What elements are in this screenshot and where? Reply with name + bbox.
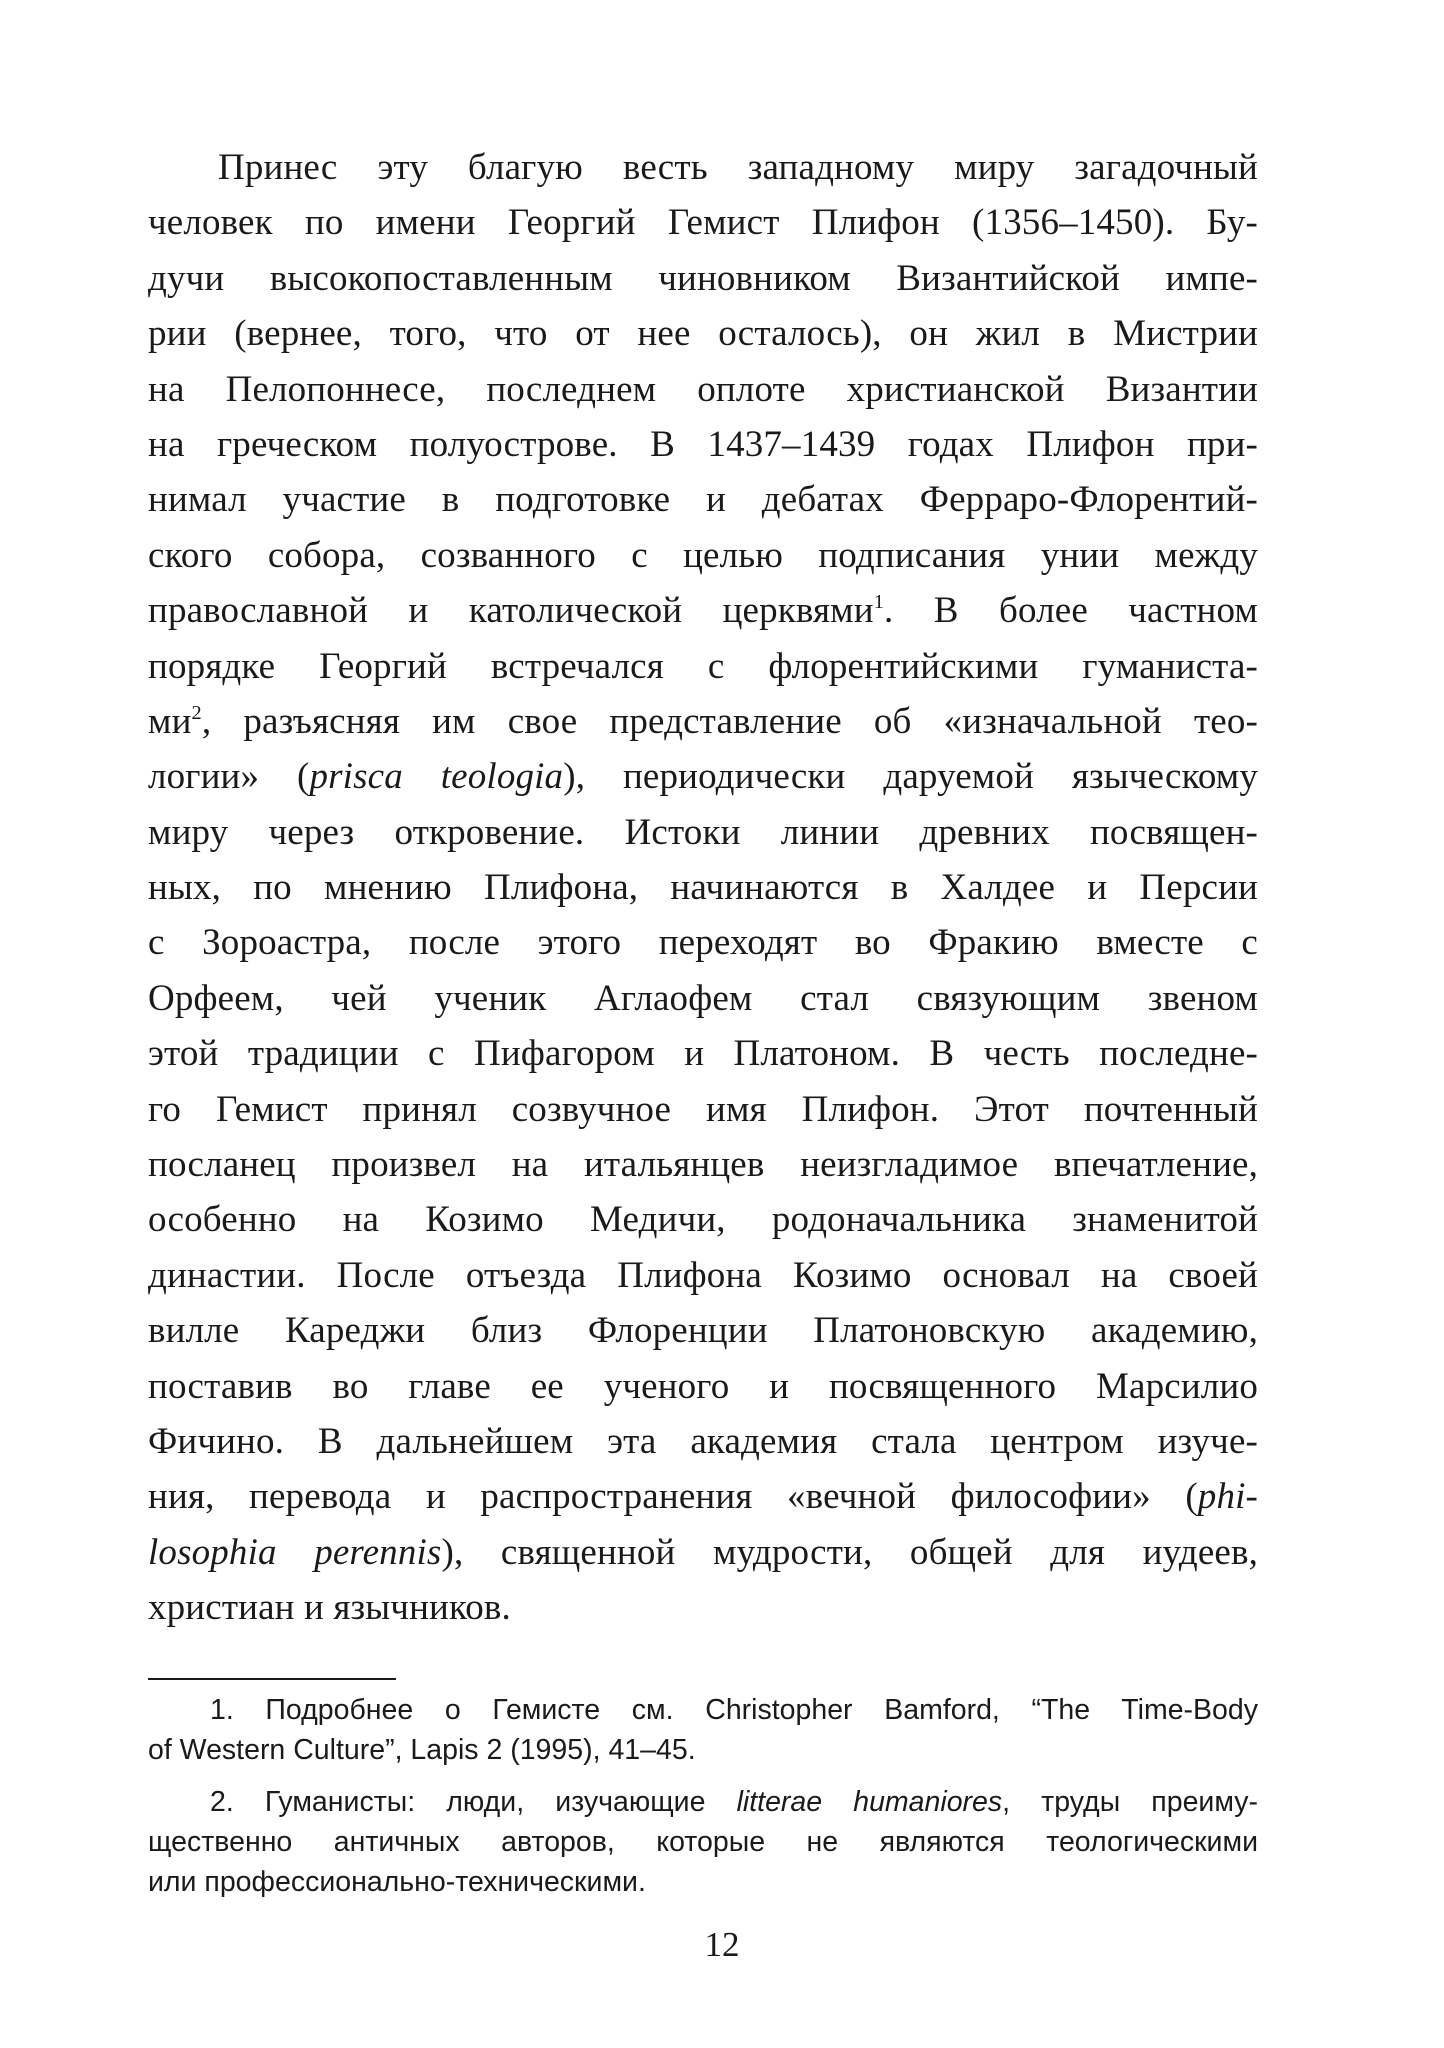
text-line: ского собора, созванного с целью подписания унии между xyxy=(148,534,1258,576)
text-line: го Гемист принял созвучное имя Плифон. Этот почтенный xyxy=(148,1088,1258,1130)
text-segment: православной и католической церквями xyxy=(148,590,874,632)
footnotes xyxy=(148,1690,1258,1902)
footnote-gap xyxy=(148,1770,1258,1782)
footnote-2-cont: щественно античных авторов, которые не являются теологическими xyxy=(148,1826,1258,1858)
text-line: нимал участие в подготовке и дебатах Ферраро-Флорентий- xyxy=(148,479,1258,521)
text-line: Принес эту благую весть западному миру загадочный xyxy=(218,147,1258,188)
footnote-2 xyxy=(148,1782,1258,1822)
text-line: на Пелопоннесе, последнем оплоте христианской Византии xyxy=(148,368,1258,410)
text-segment: ), периодически даруемой языческому xyxy=(563,756,1259,798)
italic-term: prisca teologia xyxy=(309,756,564,798)
footnote-1: 1. Подробнее о Гемисте см. Christopher Bamford, “The Time-Body xyxy=(210,1694,1258,1726)
text-line: ных, по мнению Плифона, начинаются в Халдее и Персии xyxy=(148,867,1258,909)
text-segment: , труды преиму- xyxy=(1002,1786,1258,1818)
text-segment: ми xyxy=(148,700,192,742)
text-line: дучи высокопоставленным чиновником Византийской импе- xyxy=(148,257,1258,299)
italic-term: losophia perennis xyxy=(148,1531,442,1573)
text-line: порядке Георгий встречался с флорентийскими гуманиста- xyxy=(148,645,1258,687)
text-line: человек по имени Георгий Гемист Плифон (1356–1450). Бу- xyxy=(148,202,1258,244)
text-line: с Зороастра, после этого переходят во Фракию вместе с xyxy=(148,922,1258,964)
text-line: особенно на Козимо Медичи, родоначальника знаменитой xyxy=(148,1199,1258,1241)
text-line: Орфеем, чей ученик Аглаофем стал связующим звеном xyxy=(148,977,1258,1019)
text-line xyxy=(148,1525,1258,1580)
footnote-ref-2[interactable]: 2 xyxy=(191,701,202,724)
text-line: вилле Кареджи близ Флоренции Платоновскую академию, xyxy=(148,1310,1258,1352)
text-line: этой традиции с Пифагором и Платоном. В честь последне- xyxy=(148,1033,1258,1075)
text-segment: . В более частном xyxy=(884,590,1258,632)
text-line: христиан и язычников. xyxy=(148,1587,511,1629)
footnote-2-cont: или профессионально-техническими. xyxy=(148,1866,646,1898)
text-line xyxy=(148,1469,1258,1524)
page-number: 12 xyxy=(704,1925,740,1964)
text-segment: логии» ( xyxy=(148,756,310,798)
text-line: посланец произвел на итальянцев неизгладимое впечатление, xyxy=(148,1144,1258,1186)
text-line xyxy=(148,583,1258,638)
text-line: миру через откровение. Истоки линии древних посвящен- xyxy=(148,811,1258,853)
text-line xyxy=(148,694,1258,749)
text-segment: , разъясняя им свое представление об «изначальной тео- xyxy=(201,700,1258,742)
text-segment: 2. Гуманисты: люди, изучающие xyxy=(210,1786,737,1818)
text-line: на греческом полуострове. В 1437–1439 годах Плифон при- xyxy=(148,423,1258,465)
italic-term: litterae humaniores xyxy=(736,1786,1003,1818)
text-line xyxy=(148,749,1258,804)
italic-term: phi- xyxy=(1197,1476,1258,1518)
footnote-ref-1[interactable]: 1 xyxy=(873,590,885,613)
text-line: Фичино. В дальнейшем эта академия стала центром изуче- xyxy=(148,1420,1258,1462)
text-line: поставив во главе ее ученого и посвященного Марсилио xyxy=(148,1365,1258,1407)
footnote-divider xyxy=(148,1678,396,1680)
main-paragraph xyxy=(148,140,1258,1636)
text-segment: ), священной мудрости, общей для иудеев, xyxy=(441,1531,1258,1573)
text-line: рии (вернее, того, что от нее осталось), он жил в Мистрии xyxy=(148,313,1258,355)
text-segment: ния, перевода и распространения «вечной философии» ( xyxy=(148,1476,1198,1518)
footnote-1-cont: of Western Culture”, Lapis 2 (1995), 41–45. xyxy=(148,1734,696,1766)
text-line: династии. После отъезда Плифона Козимо основал на своей xyxy=(148,1254,1258,1296)
